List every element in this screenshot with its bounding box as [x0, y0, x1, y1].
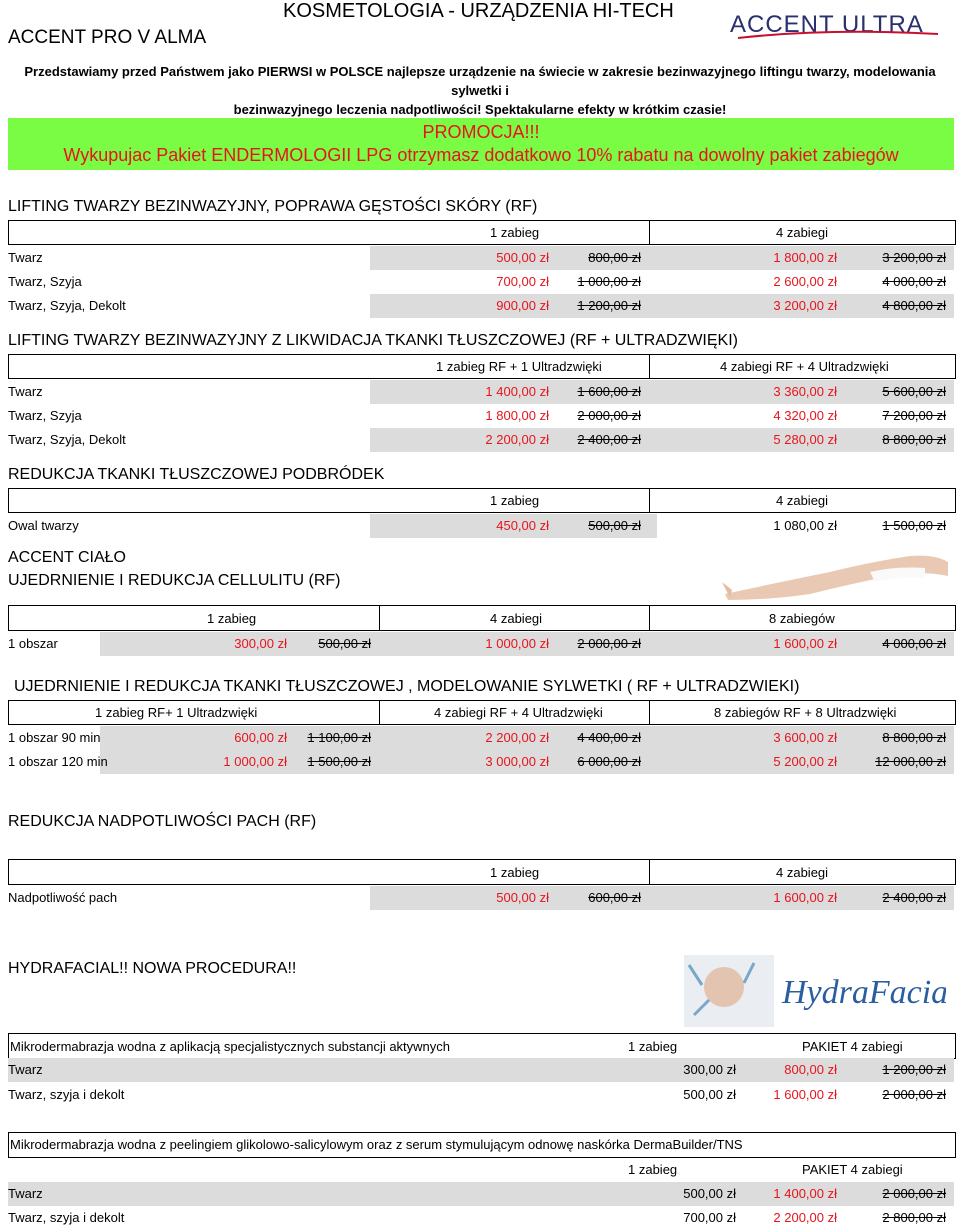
column-header: 8 zabiegów [769, 611, 835, 626]
table-row [8, 380, 954, 404]
table-row [8, 270, 954, 294]
table-cell: 700,00 zł [683, 1210, 736, 1225]
table-cell: 4 000,00 zł [882, 274, 946, 289]
column-header: 4 zabiegi RF + 4 Ultradzwięki [434, 705, 603, 720]
accent-ultra-logo [728, 6, 943, 42]
table-row [8, 726, 954, 750]
table-cell: Twarz, szyja i dekolt [8, 1210, 125, 1225]
table-cell: 2 200,00 zł [485, 432, 549, 447]
table-cell: 300,00 zł [234, 636, 287, 651]
intro-text [0, 62, 960, 119]
table-cell: 800,00 zł [588, 250, 641, 265]
table-cell: Twarz [8, 250, 43, 265]
table-cell: 1 obszar 90 min [8, 730, 101, 745]
table-cell: 500,00 zł [588, 518, 641, 533]
table-cell: 5 280,00 zł [773, 432, 837, 447]
section-title: UJEDRNIENIE I REDUKCJA TKANKI TŁUSZCZOWEJ , MODELOWANIE SYLWETKI ( RF + ULTRADZWIEKI) [14, 678, 800, 695]
promo-banner [8, 118, 954, 170]
table-cell: 1 obszar [8, 636, 58, 651]
column-header: 1 zabieg [207, 611, 257, 626]
procedure-description: Mikrodermabrazja wodna z aplikacją specjalistycznych substancji aktywnych [10, 1039, 451, 1054]
table-cell: 1 800,00 zł [773, 250, 837, 265]
column-header: 1 zabieg [490, 493, 540, 508]
table-row [8, 886, 954, 910]
table-cell: 2 000,00 zł [882, 1087, 946, 1102]
section-subtitle: UJEDRNIENIE I REDUKCJA CELLULITU (RF) [8, 572, 341, 589]
table-cell: Twarz [8, 1062, 43, 1077]
section-title: LIFTING TWARZY BEZINWAZYJNY Z LIKWIDACJA TKANKI TŁUSZCZOWEJ (RF + ULTRADZWIĘKI) [8, 332, 738, 349]
column-header: 4 zabiegi RF + 4 Ultradzwięki [720, 359, 889, 374]
table-row [8, 514, 954, 538]
column-header: 4 zabiegi [776, 865, 829, 880]
page-title: KOSMETOLOGIA - URZĄDZENIA HI-TECH [283, 0, 674, 22]
table-row [8, 404, 954, 428]
table-cell: 3 000,00 zł [485, 754, 549, 769]
column-header: 1 zabieg RF + 1 Ultradzwięki [436, 359, 602, 374]
table-cell: 300,00 zł [683, 1062, 736, 1077]
table-cell: 2 000,00 zł [577, 408, 641, 423]
table-cell: Twarz, Szyja, Dekolt [8, 298, 126, 313]
table-cell: 2 400,00 zł [882, 890, 946, 905]
section-title: ACCENT CIAŁO [8, 549, 126, 566]
table-cell: 1 000,00 zł [485, 636, 549, 651]
section-title: REDUKCJA TKANKI TŁUSZCZOWEJ PODBRÓDEK [8, 466, 385, 483]
table-cell: 450,00 zł [496, 518, 549, 533]
table-cell: 900,00 zł [496, 298, 549, 313]
column-header: PAKIET 4 zabiegi [802, 1039, 903, 1054]
table-cell: 500,00 zł [318, 636, 371, 651]
table-cell: Twarz, Szyja [8, 274, 82, 289]
table-cell: 7 200,00 zł [882, 408, 946, 423]
table-row [8, 246, 954, 270]
table-cell: 1 400,00 zł [773, 1186, 837, 1201]
table-cell: 2 400,00 zł [577, 432, 641, 447]
column-header: 1 zabieg RF+ 1 Ultradzwięki [95, 705, 258, 720]
table-cell: 1 800,00 zł [485, 408, 549, 423]
column-header: 1 zabieg [490, 225, 540, 240]
table-cell: 1 000,00 zł [223, 754, 287, 769]
table-cell: 2 200,00 zł [485, 730, 549, 745]
table-cell: 2 200,00 zł [773, 1210, 837, 1225]
table-cell: Twarz, Szyja [8, 408, 82, 423]
table-row [8, 428, 954, 452]
table-row [8, 750, 954, 774]
promo-text: Wykupujac Pakiet ENDERMOLOGII LPG otrzymasz dodatkowo 10% rabatu na dowolny pakiet zabiegów [63, 145, 899, 165]
column-header: 8 zabiegów RF + 8 Ultradzwięki [714, 705, 897, 720]
table-cell: 1 080,00 zł [773, 518, 837, 533]
table-cell: Twarz [8, 384, 43, 399]
table-cell: 1 200,00 zł [882, 1062, 946, 1077]
table-cell: Twarz [8, 1186, 43, 1201]
table-row [8, 1206, 954, 1230]
section-title: REDUKCJA NADPOTLIWOŚCI PACH (RF) [8, 813, 317, 830]
table-cell: 1 100,00 zł [307, 730, 371, 745]
table-cell: 600,00 zł [234, 730, 287, 745]
table-row [8, 1083, 954, 1107]
table-cell: 5 600,00 zł [882, 384, 946, 399]
table-cell: 700,00 zł [496, 274, 549, 289]
table-cell: 1 200,00 zł [577, 298, 641, 313]
page-subtitle-left: ACCENT PRO V ALMA [8, 27, 207, 48]
section-title: LIFTING TWARZY BEZINWAZYJNY, POPRAWA GĘSTOŚCI SKÓRY (RF) [8, 198, 538, 215]
table-cell: 8 800,00 zł [882, 730, 946, 745]
table-cell: 5 200,00 zł [773, 754, 837, 769]
table-cell: 6 000,00 zł [577, 754, 641, 769]
table-cell: 4 400,00 zł [577, 730, 641, 745]
table-cell: Owal twarzy [8, 518, 79, 533]
table-cell: 3 200,00 zł [882, 250, 946, 265]
table-cell: 2 000,00 zł [577, 636, 641, 651]
table-cell: 500,00 zł [683, 1186, 736, 1201]
legs-photo [720, 542, 950, 602]
table-cell: 3 600,00 zł [773, 730, 837, 745]
table-cell: 3 360,00 zł [773, 384, 837, 399]
table-cell: 2 600,00 zł [773, 274, 837, 289]
table-cell: 1 500,00 zł [882, 518, 946, 533]
column-header: 4 zabiegi [490, 611, 543, 626]
table-cell: 8 800,00 zł [882, 432, 946, 447]
column-header: 1 zabieg [490, 865, 540, 880]
column-header: 4 zabiegi [776, 225, 829, 240]
table-cell: 1 600,00 zł [773, 890, 837, 905]
table-cell: 1 600,00 zł [577, 384, 641, 399]
svg-text:ACCENT ULTRA: ACCENT ULTRA [730, 11, 924, 38]
svg-text:HydraFacial: HydraFacial [782, 974, 946, 1011]
table-cell: 1 000,00 zł [577, 274, 641, 289]
hydrafacial-logo [684, 955, 946, 1027]
column-header: 1 zabieg [628, 1039, 678, 1054]
table-cell: 4 000,00 zł [882, 636, 946, 651]
procedure-description: Mikrodermabrazja wodna z peelingiem glikolowo-salicylowym oraz z serum stymulującym odnowę naskórka DermaBuilder/TNS [10, 1137, 743, 1152]
column-header: 1 zabieg [628, 1162, 678, 1177]
table-cell: 2 000,00 zł [882, 1186, 946, 1201]
table-row [8, 632, 954, 656]
table-row [8, 294, 954, 318]
table-cell: 4 800,00 zł [882, 298, 946, 313]
intro-line-1: Przedstawiamy przed Państwem jako PIERWSI w POLSCE najlepsze urządzenie na świecie w zakresie bezinwazyjnego liftingu twarzy, modelowania sylwetki i [24, 64, 936, 98]
table-cell: 600,00 zł [588, 890, 641, 905]
promo-title: PROMOCJA!!! [422, 122, 540, 142]
table-cell: Nadpotliwość pach [8, 890, 118, 905]
table-cell: 500,00 zł [496, 250, 549, 265]
section-title: HYDRAFACIAL!! NOWA PROCEDURA!! [8, 960, 297, 977]
table-row [8, 1058, 954, 1082]
intro-line-2: bezinwazyjnego leczenia nadpotliwości! Spektakularne efekty w krótkim czasie! [233, 102, 727, 117]
column-header: PAKIET 4 zabiegi [802, 1162, 903, 1177]
table-cell: 500,00 zł [496, 890, 549, 905]
column-header: 4 zabiegi [776, 493, 829, 508]
table-cell: 1 400,00 zł [485, 384, 549, 399]
table-cell: 500,00 zł [683, 1087, 736, 1102]
table-cell: 1 500,00 zł [307, 754, 371, 769]
table-cell: 12 000,00 zł [875, 754, 946, 769]
table-cell: 2 800,00 zł [882, 1210, 946, 1225]
table-row [8, 1182, 954, 1206]
table-cell: 4 320,00 zł [773, 408, 837, 423]
table-cell: 3 200,00 zł [773, 298, 837, 313]
table-cell: 1 obszar 120 min [8, 754, 108, 769]
table-cell: Twarz, szyja i dekolt [8, 1087, 125, 1102]
table-cell: 800,00 zł [784, 1062, 837, 1077]
table-cell: 1 600,00 zł [773, 1087, 837, 1102]
table-cell: 1 600,00 zł [773, 636, 837, 651]
table-cell: Twarz, Szyja, Dekolt [8, 432, 126, 447]
